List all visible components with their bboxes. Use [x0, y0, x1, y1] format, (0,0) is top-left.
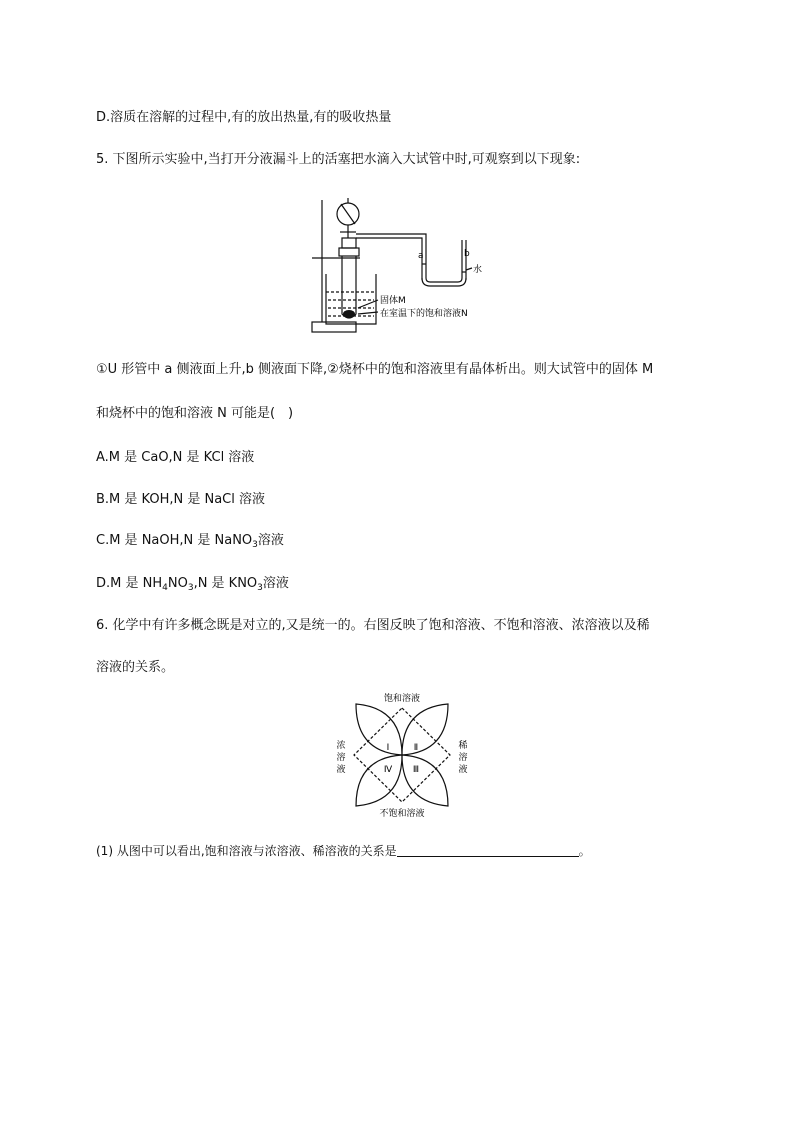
petal-top-right — [402, 704, 448, 755]
label-concentrated-3: 液 — [336, 765, 346, 775]
label-b: b — [464, 249, 470, 259]
label-solid-m: 固体M — [380, 296, 406, 306]
label-dilute-2: 溶 — [458, 753, 468, 763]
q6-sub1 — [96, 843, 591, 859]
q5-stem: 5. 下图所示实验中,当打开分液漏斗上的活塞把水滴入大试管中时,可观察到以下现象: — [96, 152, 581, 167]
q5-observation-line1: ①U 形管中 a 侧液面上升,b 侧液面下降,②烧杯中的饱和溶液里有晶体析出。则大试管中的固体 M — [96, 362, 654, 377]
q5-observation-line2: 和烧杯中的饱和溶液 N 可能是( ) — [96, 406, 294, 421]
region-2: Ⅱ — [413, 743, 419, 753]
solution-relationship-figure — [332, 690, 472, 820]
q5-option-d-sub1: 4 — [162, 583, 168, 593]
label-saturated: 饱和溶液 — [383, 694, 421, 704]
q5-option-d-mid2: ,N 是 KNO — [193, 576, 258, 591]
solid-m-mark — [343, 310, 355, 318]
q5-option-d-sub2: 3 — [187, 583, 194, 593]
q5-option-a: A.M 是 CaO,N 是 KCl 溶液 — [96, 450, 255, 465]
label-unsaturated: 不饱和溶液 — [379, 809, 425, 819]
q6-stem-line1: 6. 化学中有许多概念既是对立的,又是统一的。右图反映了饱和溶液、不饱和溶液、浓溶液以及稀 — [96, 618, 650, 633]
q5-option-d-prefix: D.M 是 NH — [96, 576, 163, 591]
large-test-tube — [342, 256, 356, 318]
label-concentrated-2: 溶 — [336, 753, 346, 763]
petal-bottom-left — [356, 755, 402, 806]
q5-option-b: B.M 是 KOH,N 是 NaCl 溶液 — [96, 492, 265, 507]
q5-option-d — [96, 576, 289, 592]
label-dilute-1: 稀 — [458, 741, 468, 751]
label-a: a — [418, 251, 424, 261]
q6-sub1-answer-blank[interactable] — [397, 844, 579, 857]
q5-option-d-mid1: NO — [167, 576, 188, 591]
q5-option-c — [96, 533, 284, 549]
petal-top-left — [356, 704, 402, 755]
q6-stem-line2: 溶液的关系。 — [96, 660, 175, 675]
q4-option-d: D.溶质在溶解的过程中,有的放出热量,有的吸收热量 — [96, 110, 392, 125]
q5-option-c-sub: 3 — [252, 540, 258, 550]
q6-sub1-prefix: (1) 从图中可以看出,饱和溶液与浓溶液、稀溶液的关系是 — [96, 844, 397, 858]
q5-option-c-prefix: C.M 是 NaOH,N 是 NaNO — [96, 533, 253, 548]
apparatus-figure — [300, 192, 500, 342]
q5-option-d-sub3: 3 — [257, 583, 263, 593]
u-tube — [356, 234, 462, 282]
petal-bottom-right — [402, 755, 448, 806]
label-concentrated-1: 浓 — [336, 741, 346, 751]
q6-sub1-suffix: 。 — [578, 844, 591, 858]
q5-option-c-suffix: 溶液 — [257, 533, 284, 548]
label-dilute-3: 液 — [458, 765, 468, 775]
region-4: Ⅳ — [383, 765, 393, 775]
label-water: 水 — [473, 265, 483, 275]
region-3: Ⅲ — [412, 765, 420, 775]
region-1: Ⅰ — [386, 743, 390, 753]
q5-option-d-suffix: 溶液 — [262, 576, 289, 591]
label-solution-n: 在室温下的饱和溶液N — [380, 309, 468, 319]
